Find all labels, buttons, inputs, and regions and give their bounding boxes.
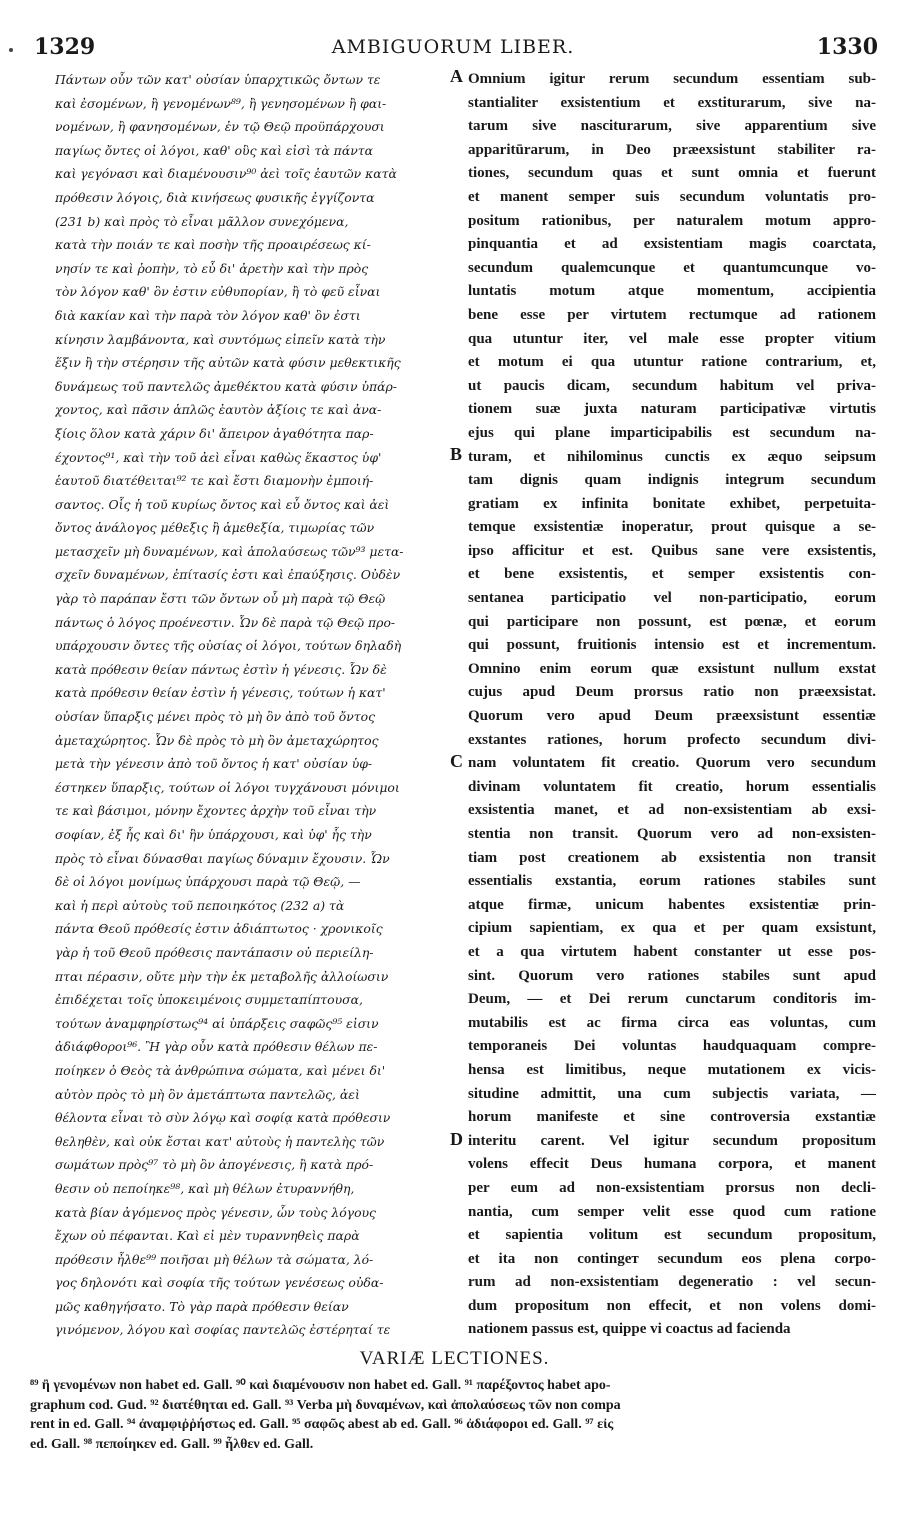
- greek-text-line: μῶς καθηγήσατο. Τὸ γὰρ παρὰ πρόθεσιν θείαν: [55, 1298, 349, 1314]
- greek-text-line: Πάντων οὖν τῶν κατ' οὐσίαν ὑπαρχτικῶς ὄντων τε: [55, 72, 381, 87]
- latin-text-line: et sapientia volitum est secundum propositum,: [468, 1227, 876, 1244]
- greek-text-line: κατὰ τὴν ποιάν τε καὶ ποσὴν τῆς προαιρέσεως κί-: [55, 237, 371, 253]
- greek-text-line: κατὰ πρόθεσιν θείαν ἐστὶν ἡ γένεσις, τούτων ἡ κατ': [55, 685, 386, 701]
- latin-text-line: sentanea participatio vel non-participatio, eorum: [468, 590, 876, 607]
- latin-text-line: apparitūrarum, in Deo præexsistunt stabiliter ra-: [468, 141, 876, 158]
- greek-text-line: πρὸς τὸ εἶναι δύνασθαι παγίως δύναμιν ἔχουσιν. Ὧν: [55, 850, 390, 866]
- latin-text-line: sint. Quorum vero rationes stabiles sunt apud: [468, 967, 876, 984]
- greek-text-line: σαντος. Οἷς ἡ τοῦ κυρίως ὄντος καὶ εὖ ὄντος καὶ ἀεὶ: [55, 496, 390, 512]
- latin-text-line: cipium sapientiam, ex qua et per quam exsistunt,: [468, 920, 876, 937]
- greek-text-line: δυνάμεως τοῦ παντελῶς ἀμεθέκτου κατὰ φύσιν ὑπάρ-: [55, 378, 397, 394]
- latin-text-line: Quorum vero apud Deum præexsistunt essentiæ: [468, 708, 876, 725]
- greek-text-line: καὶ ἡ περὶ αὐτοὺς τοῦ πεποιηκότος (232 a) τὰ: [55, 897, 345, 913]
- latin-text-line: et motum ei qua utuntur ratione contrarium, et,: [468, 354, 876, 371]
- variae-lectiones-notes: [30, 1376, 878, 1454]
- greek-column: [55, 68, 450, 1342]
- greek-text-line: πρόθεσιν ἦλθε⁹⁹ ποιῆσαι μὴ θέλων τὰ σώματα, λό-: [55, 1251, 374, 1267]
- greek-text-line: θεληθὲν, καὶ οὐκ ἔσται κατ' αὐτοὺς ἡ παντελὴς τῶν: [55, 1133, 385, 1149]
- margin-letter-b: B: [450, 444, 463, 464]
- latin-text-line: tiones, secundum quas et sunt omnia et fuerunt: [468, 165, 876, 182]
- page-number-right: 1330: [816, 34, 878, 60]
- latin-text-line: secundum qualemcunque et quantumcunque vo-: [468, 259, 876, 276]
- latin-text-line: nam voluntatem fit creatio. Quorum vero secundum: [468, 755, 876, 772]
- latin-text-line: volens effecit Deus humana corpora, et manent: [468, 1156, 876, 1173]
- greek-text-line: πάντως ὁ λόγος προένεστιν. Ὧν δὲ παρὰ τῷ Θεῷ προ-: [55, 614, 396, 630]
- latin-text-line: ejus qui plane imparticipabilis est secundum na-: [468, 424, 876, 441]
- greek-text-line: έχοντος⁹¹, καὶ τὴν τοῦ ἀεὶ εἶναι καθὼς ἕκαστος ὑφ': [55, 449, 382, 465]
- latin-text-line: hensa est limitibus, neque mutationem ex vicis-: [468, 1061, 876, 1078]
- greek-text-line: νησίν τε καὶ ῥοπὴν, τὸ εὖ δι' ἀρετὴν καὶ τὴν πρὸς: [55, 260, 369, 276]
- latin-text-line: nationem passus est, quippe vi coactus ad facienda: [468, 1321, 791, 1338]
- greek-text-line: γὰρ ἡ τοῦ Θεοῦ πρόθεσις παντάπασιν οὐ περιείλη-: [55, 944, 374, 960]
- latin-text-line: atque firmæ, unicum habentes exsistentiæ prin-: [468, 896, 876, 913]
- latin-text-line: stantialiter exsistentium et exstiturarum, sive na-: [468, 94, 876, 111]
- latin-text-line: turam, et nihilominus cunctis ex æquo seipsum: [468, 448, 876, 465]
- greek-text-line: πται πέρασιν, οὔτε μὴν τὴν ἐκ μεταβολῆς ἀλλοίωσιν: [55, 968, 389, 984]
- margin-letter-c: C: [450, 751, 463, 771]
- greek-text-line: τούτων ἀναμφηρίστως⁹⁴ αἱ ὑπάρξεις σαφῶς⁹⁵ εἰσιν: [55, 1015, 379, 1031]
- greek-text-line: θέλοντα εἶναι τὸ σὺν λόγῳ καὶ σοφίᾳ κατὰ πρόθεσιν: [55, 1110, 391, 1126]
- variant-note-line: ⁸⁹ ἢ γενομένων non habet ed. Gall. ⁹⁰ καὶ διαμένουσιν non habet ed. Gall. ⁹¹ παρέξοντος habet apo-: [30, 1378, 611, 1393]
- greek-text-line: μετὰ τὴν γένεσιν ἀπὸ τοῦ ὄντος ἡ κατ' οὐσίαν ὑφ-: [55, 756, 373, 772]
- greek-text-line: πρόθεσιν λόγοις, διὰ κινήσεως φυσικῆς ἐγγίζοντα: [55, 189, 375, 205]
- greek-text-line: σωμάτων πρὸς⁹⁷ τὸ μὴ ὂν ἀπογένεσις, ἢ κατὰ πρό-: [55, 1157, 374, 1173]
- latin-text-line: mutabilis est ac firma circa eas voluntas, cum: [468, 1014, 876, 1031]
- latin-text-line: luntatis motum atque momentum, accipientia: [468, 283, 876, 300]
- greek-text-line: αὐτὸν πρὸς τὸ μὴ ὂν ἀμετάπτωτα παντελῶς, ἀεὶ: [55, 1086, 360, 1102]
- greek-text-line: δὲ οἱ λόγοι μονίμως ὑπάρχουσι παρὰ τῷ Θεῷ, —: [55, 874, 361, 890]
- latin-text-line: exstantes rationes, horum profecto secundum divi-: [468, 731, 876, 748]
- latin-text-line: tam dignis quam indignis integrum secundum: [468, 472, 876, 489]
- latin-text-line: bene esse per virtutem rectumque ad rationem: [468, 306, 876, 323]
- greek-text-line: νομένων, ἢ φανησομένων, ἐν τῷ Θεῷ προϋπάρχουσι: [55, 119, 385, 135]
- greek-text-line: θεσιν οὐ πεποίηκε⁹⁸, καὶ μὴ θέλων ἐτυραννήθη,: [55, 1180, 355, 1196]
- latin-text-line: exsistentia manet, et ad non-exsistentiam ab exsi-: [468, 802, 876, 819]
- greek-text-line: ἀμεταχώρητος. Ὧν δὲ πρὸς τὸ μὴ ὂν ἀμεταχώρητος: [55, 732, 379, 748]
- greek-text-line: μετασχεῖν μὴ δυναμένων, καὶ ἀπολαύσεως τῶν⁹³ μετα-: [55, 543, 404, 559]
- margin-dot: [9, 48, 13, 52]
- latin-text-line: qui participare non possunt, est pœnæ, et eorum: [468, 613, 876, 630]
- latin-text-line: divinam voluntatem fit creatio, horum essentialis: [468, 778, 876, 795]
- latin-text-line: interitu carent. Vel igitur secundum propositum: [468, 1132, 876, 1149]
- greek-text-line: ἀδιάφθοροι⁹⁶. Ἢ γὰρ οὖν κατὰ πρόθεσιν θέλων πε-: [55, 1039, 378, 1055]
- greek-text-line: κατὰ πρόθεσιν θείαν πάντως ἐστὶν ἡ γένεσις. Ὧν δὲ: [55, 661, 387, 677]
- latin-text-line: qua utuntur iter, vel male esse propter vitium: [468, 330, 876, 347]
- greek-text-line: πάντα Θεοῦ πρόθεσίς ἐστιν ἀδιάπτωτος · χρονικοῖς: [55, 921, 383, 937]
- greek-text-line: τε καὶ βάσιμοι, μόνην ἔχοντες ἀρχὴν τοῦ εἶναι τὴν: [55, 803, 377, 819]
- latin-text-line: temporaneis Dei voluntas haudquaquam compre-: [468, 1038, 876, 1055]
- latin-text-line: tionem suæ juxta naturam participativæ virtutis: [468, 401, 876, 418]
- latin-text-line: horum manifeste et sine controversia exstantiæ: [468, 1109, 876, 1126]
- margin-letter-d: D: [450, 1129, 463, 1149]
- variant-note-line: graphum cod. Gud. ⁹² διατέθηται ed. Gall. ⁹³ Verba μὴ δυναμένων, καὶ ἀπολαύσεως τῶν non compa: [30, 1397, 621, 1413]
- latin-text-line: ipso afficitur et est. Quibus sane vere exsistentis,: [468, 542, 876, 559]
- latin-text-line: tarum sive nasciturarum, sive apparentium sive: [468, 118, 876, 135]
- greek-text-line: ἔχων οὐ πέφανται. Καὶ εἰ μὲν τυραννηθεὶς παρὰ: [55, 1228, 360, 1244]
- latin-text-line: cujus apud Deum prorsus ratio non præexsistat.: [468, 684, 876, 701]
- latin-text-line: temque exsistentiæ inoperatur, prout quisque a se-: [468, 519, 876, 536]
- page-number-left: 1329: [34, 34, 96, 60]
- latin-text-line: ut paucis dicam, secundum habitum vel priva-: [468, 377, 876, 394]
- greek-text-line: σοφίαν, ἐξ ἧς καὶ δι' ἣν ὑπάρχουσι, καὶ ὑφ' ἧς τὴν: [55, 827, 372, 842]
- greek-text-line: ὄντος ἀνάλογος μέθεξις ἢ ἀμεθεξία, τιμωρίας τῶν: [55, 520, 375, 536]
- latin-text-line: stentia non transit. Quorum vero ad non-exsisten-: [468, 826, 876, 842]
- latin-column: [468, 68, 876, 1342]
- latin-text-line: Omnino enim eorum quæ exsistunt nullum exstat: [468, 660, 876, 677]
- variant-note-line: rent in ed. Gall. ⁹⁴ ἀναμφιῤῥήστως ed. Gall. ⁹⁵ σαφῶς abest ab ed. Gall. ⁹⁶ ἀδιάφοροι ed. Gall. ⁹⁷ εἰς: [30, 1417, 614, 1432]
- greek-text-line: γὰρ τὸ παράπαν ἔστι τῶν ὄντων οὗ μὴ παρὰ τῷ Θεῷ: [55, 591, 386, 607]
- running-head-title: AMBIGUORUM LIBER.: [331, 36, 575, 58]
- margin-letter-a: A: [450, 66, 463, 86]
- variant-note-line: ed. Gall. ⁹⁸ πεποίηκεν ed. Gall. ⁹⁹ ἦλθεν ed. Gall.: [30, 1436, 314, 1452]
- greek-text-line: ξίοις ὅλον κατὰ χάριν δι' ἄπειρον ἀγαθότητα παρ-: [55, 425, 374, 441]
- greek-text-line: κίνησιν λαμβάνοντα, καὶ συντόμως εἰπεῖν κατὰ τὴν: [55, 331, 386, 347]
- greek-text-line: χοντος, καὶ πᾶσιν ἁπλῶς ἑαυτὸν ἀξίοις τε καὶ ἀνα-: [55, 402, 382, 418]
- greek-text-line: ἐπιδέχεται τοῖς ὑποκειμένοις συμμεταπίπτουσα,: [55, 992, 363, 1008]
- greek-text-line: γος δηλονότι καὶ σοφία τῆς τούτων γενέσεως οὐδα-: [55, 1275, 384, 1291]
- latin-text-line: pinquantia et ad exsistentiam magis coarctata,: [468, 236, 876, 253]
- latin-text-line: rum ad non-exsistentiam degeneratio : vel secun-: [468, 1274, 876, 1291]
- greek-text-line: παγίως ὄντες οἱ λόγοι, καθ' οὓς καὶ εἰσὶ τὰ πάντα: [55, 142, 373, 158]
- greek-text-line: καὶ γεγόνασι καὶ διαμένουσιν⁹⁰ ἀεὶ τοῖς ἑαυτῶν κατὰ: [55, 166, 397, 182]
- latin-text-line: qui possunt, fruitionis intensio est et incrementum.: [468, 637, 876, 654]
- greek-text-line: οὐσίαν ὕπαρξις μένει πρὸς τὸ μὴ ὂν ἀπὸ τοῦ ὄντος: [55, 709, 376, 725]
- greek-text-line: γινόμενον, λόγου καὶ σοφίας παντελῶς ἐστέρηταί τε: [55, 1322, 391, 1338]
- latin-text-line: et a qua virtutem habent constanter ut esse pos-: [468, 943, 876, 960]
- latin-text-line: Deum, — et Dei rerum cunctarum conditoris im-: [468, 991, 876, 1008]
- greek-text-line: έστηκεν ὕπαρξις, τούτων οἱ λόγοι τυγχάνουσι μόνιμοι: [55, 779, 400, 795]
- latin-text-line: nantia, cum semper velit esse quod cum ratione: [468, 1203, 876, 1220]
- latin-text-line: et bene exsistentis, et semper exsistentis con-: [468, 566, 876, 583]
- latin-text-line: dum propositum non effecit, et non volens domi-: [468, 1297, 876, 1314]
- variae-lectiones-title: VARIÆ LECTIONES.: [359, 1348, 550, 1369]
- latin-text-line: situdine admittit, una cum subjectis variata, —: [468, 1085, 876, 1102]
- greek-text-line: υπάρχουσιν ὄντες τῆς οὐσίας οἱ λόγοι, τούτων δηλαδὴ: [55, 638, 402, 654]
- running-header: [28, 30, 878, 64]
- greek-text-line: καὶ ἐσομένων, ἢ γενομένων⁸⁹, ἢ γενησομένων ἢ φαι-: [55, 95, 387, 111]
- latin-text-line: positum rationibus, per naturalem motum appro-: [468, 212, 876, 229]
- greek-text-line: ποίηκεν ὁ Θεὸς τὰ ἀνθρώπινα σώματα, καὶ μένει δι': [55, 1062, 386, 1078]
- greek-text-line: ἕξιν ἢ τὴν στέρησιν τῆς αὐτῶν κατὰ φύσιν μεθεκτικῆς: [55, 355, 401, 371]
- greek-text-line: (231 b) καὶ πρὸς τὸ εἶναι μᾶλλον συνεχόμενα,: [55, 213, 349, 229]
- greek-text-line: ἑαυτοῦ διατέθειται⁹² τε καὶ ἔστι διαμονὴν ἐμποιή-: [55, 473, 374, 489]
- greek-text-line: σχεῖν δυναμένων, ἐπίτασίς ἐστι καὶ ἐπαύξησις. Οὐδὲν: [55, 567, 401, 583]
- latin-text-line: per eum ad non-exsistentiam prorsus non decli-: [468, 1179, 876, 1196]
- latin-text-line: et ita non contingет secundum eos plena corpo-: [468, 1250, 876, 1267]
- latin-text-line: Omnium igitur rerum secundum essentiam sub-: [468, 71, 876, 87]
- latin-text-line: essentialis exstantia, eorum rationes stabiles sunt: [468, 873, 876, 890]
- latin-text-line: tiam post creationem ab exsistentia non transit: [468, 849, 876, 866]
- latin-text-line: gratiam ex infinita bonitate exhibet, perpetuita-: [468, 495, 876, 512]
- greek-text-line: τὸν λόγον καθ' ὃν ἐστιν εὐθυπορίαν, ἢ τὸ φεῦ εἶναι: [55, 284, 381, 300]
- latin-text-line: et manent semper suis secundum voluntatis pro-: [468, 188, 876, 205]
- greek-text-line: διὰ κακίαν καὶ τὴν παρὰ τὸν λόγον καθ' ὃν ἐστι: [55, 307, 361, 323]
- greek-text-line: κατὰ βίαν ἀγόμενος πρὸς γένεσιν, ὧν τοὺς λόγους: [55, 1204, 376, 1220]
